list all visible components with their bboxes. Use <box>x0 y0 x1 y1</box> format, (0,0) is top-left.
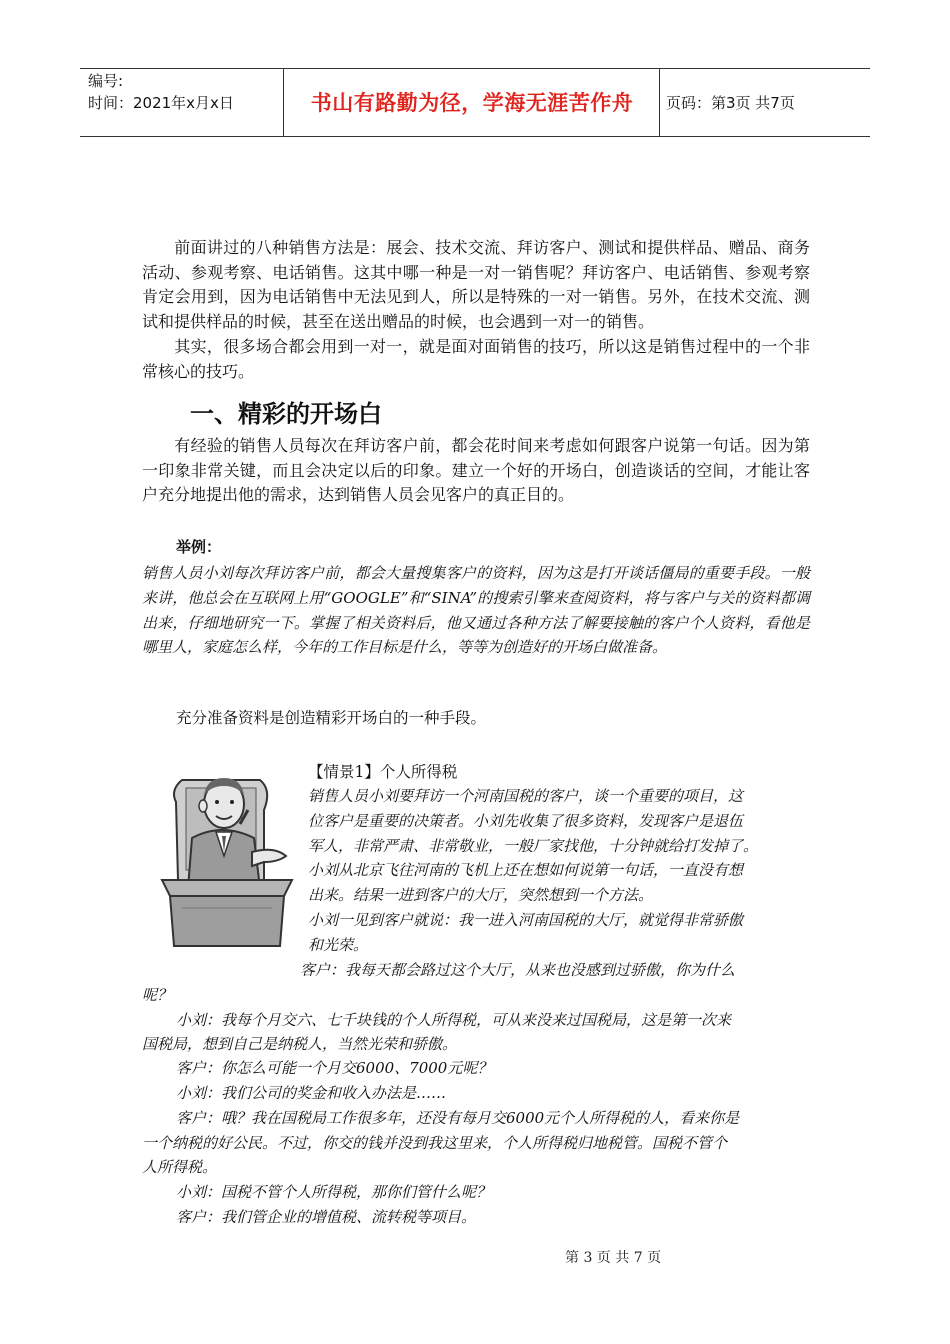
date-label: 时间：2021年x月x日 <box>88 94 234 112</box>
scenario-line: 出来。结果一进到客户的大厅，突然想到一个方法。 <box>308 886 654 904</box>
intro-paragraph-1: 前面讲过的八种销售方法是：展会、技术交流、拜访客户、测试和提供样品、赠品、商务活动、参观考察、电话销售。这其中哪一种是一对一销售呢？拜访客户、电话销售、参观考察肯定会用到，因为电话销售中无法见到人，所以是特殊的一对一销售。另外，在技术交流、测试和提供样品的时候，甚至在送出赠品的时候，也会遇到一对一的销售。 <box>142 238 810 331</box>
example-summary: 充分准备资料是创造精彩开场白的一种手段。 <box>176 709 487 727</box>
dialog-line: 客户：我每天都会路过这个大厅，从来也没感到过骄傲，你为什么 <box>300 961 736 979</box>
dialog-line: 小刘：我每个月交六、七千块钱的个人所得税，可从来没来过国税局，这是第一次来 <box>176 1011 732 1029</box>
dialog-line: 呢？ <box>142 986 173 1004</box>
scenario-title: 【情景1】个人所得税 <box>308 763 458 781</box>
page-footer: 第 3 页 共 7 页 <box>565 1250 662 1266</box>
header-bottom-rule <box>80 136 870 137</box>
header-motto: 书山有路勤为径，学海无涯苦作舟 <box>310 91 634 115</box>
scenario-line: 小刘一见到客户就说：我一进入河南国税的大厅，就觉得非常骄傲 <box>308 911 744 929</box>
scenario-line: 军人，非常严肃、非常敬业，一般厂家找他，十分钟就给打发掉了。 <box>308 837 759 855</box>
dialog-line: 客户：哦？我在国税局工作很多年，还没有每月交6000元个人所得税的人，看来你是 <box>176 1109 740 1127</box>
scenario-line: 位客户是重要的决策者。小刘先收集了很多资料，发现客户是退伍 <box>308 812 744 830</box>
dialog-line: 小刘：我们公司的奖金和收入办法是…… <box>176 1084 447 1102</box>
scenario-line: 和光荣。 <box>308 936 369 954</box>
dialog-line: 一个纳税的好公民。不过，你交的钱并没到我这里来，个人所得税归地税管。国税不管个 <box>142 1134 728 1152</box>
scenario-line: 销售人员小刘要拜访一个河南国税的客户，谈一个重要的项目，这 <box>308 787 744 805</box>
header-meta <box>88 70 234 114</box>
section-paragraph: 有经验的销售人员每次在拜访客户前，都会花时间来考虑如何跟客户说第一句话。因为第一印象非常关键，而且会决定以后的印象。建立一个好的开场白，创造谈话的空间，才能让客户充分地提出他的需求，达到销售人员会见客户的真正目的。 <box>142 436 810 504</box>
serial-label: 编号: <box>88 72 124 90</box>
header-page-info: 页码：第3页 共7页 <box>666 93 795 112</box>
dialog-line: 国税局，想到自己是纳税人，当然光荣和骄傲。 <box>142 1035 458 1053</box>
example-label: 举例： <box>176 538 222 556</box>
dialog-line: 人所得税。 <box>142 1158 218 1176</box>
businessman-at-desk-icon <box>152 760 302 950</box>
scenario-line: 小刘从北京飞往河南的飞机上还在想如何说第一句话，一直没有想 <box>308 861 744 879</box>
dialog-line: 小刘：国税不管个人所得税，那你们管什么呢？ <box>176 1183 492 1201</box>
dialog-line: 客户：你怎么可能一个月交6000、7000元呢？ <box>176 1059 493 1077</box>
section-heading: 一、精彩的开场白 <box>190 400 382 428</box>
intro-paragraph-2: 其实，很多场合都会用到一对一，就是面对面销售的技巧，所以这是销售过程中的一个非常核心的技巧。 <box>142 337 810 381</box>
example-paragraph: 销售人员小刘每次拜访客户前，都会大量搜集客户的资料，因为这是打开谈话僵局的重要手段。一般来讲，他总会在互联网上用“GOOGLE”和“SINA”的搜索引擎来查阅资料，将与客户与关的资料都调出来，仔细地研究一下。掌握了相关资料后，他又通过各种方法了解要接触的客户个人资料，看他是哪里人，家庭怎么样，今年的工作目标是什么，等等为创造好的开场白做准备。 <box>142 564 810 657</box>
dialog-line: 客户：我们管企业的增值税、流转税等项目。 <box>176 1208 477 1226</box>
